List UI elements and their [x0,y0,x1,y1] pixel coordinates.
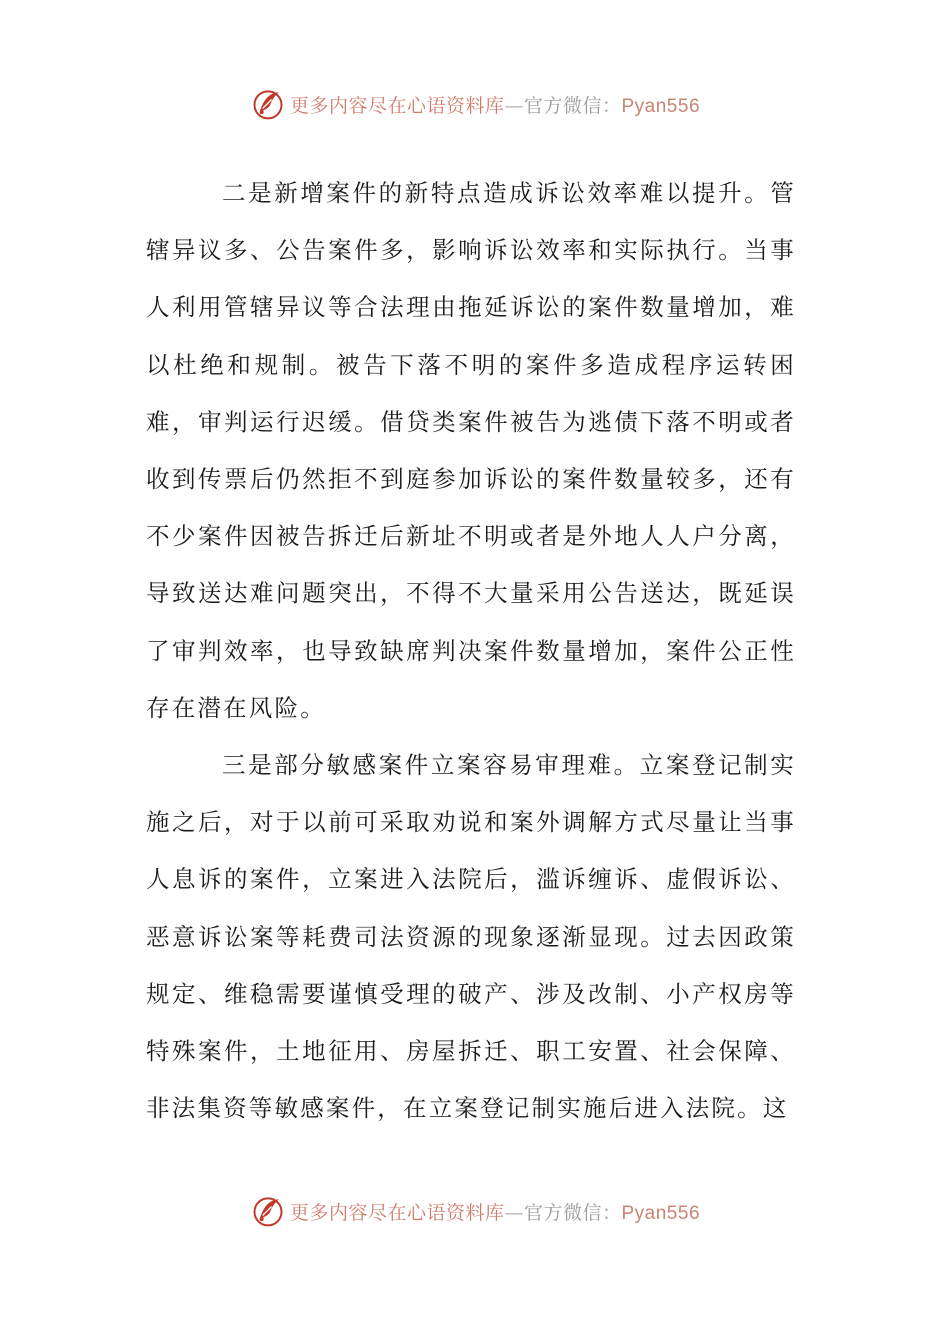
header-watermark [0,84,950,124]
watermark-text: 更多内容尽在心语资料库—官方微信：Pyan556 [289,1201,701,1224]
watermark-text: 更多内容尽在心语资料库—官方微信：Pyan556 [289,94,701,117]
brand-logo-icon [250,1193,286,1229]
document-body [146,165,796,1137]
footer-watermark [0,1191,950,1231]
paragraph: 二是新增案件的新特点造成诉讼效率难以提升。管辖异议多、公告案件多，影响诉讼效率和实际执行。当事人利用管辖异议等合法理由拖延诉讼的案件数量增加，难以杜绝和规制。被告下落不明的案件多造成程序运转困难，审判运行迟缓。借贷类案件被告为逃债下落不明或者收到传票后仍然拒不到庭参加诉讼的案件数量较多，还有不少案件因被告拆迁后新址不明或者是外地人人户分离，导致送达难问题突出，不得不大量采用公告送达，既延误了审判效率，也导致缺席判决案件数量增加，案件公正性存在潜在风险。 [146,179,796,722]
brand-logo-icon [250,86,286,122]
paragraph: 三是部分敏感案件立案容易审理难。立案登记制实施之后，对于以前可采取劝说和案外调解方式尽量让当事人息诉的案件，立案进入法院后，滥诉缠诉、虚假诉讼、恶意诉讼案等耗费司法资源的现象逐渐显现。过去因政策规定、维稳需要谨慎受理的破产、涉及改制、小产权房等特殊案件，土地征用、房屋拆迁、职工安置、社会保障、非法集资等敏感案件，在立案登记制实施后进入法院。这 [146,751,796,1123]
